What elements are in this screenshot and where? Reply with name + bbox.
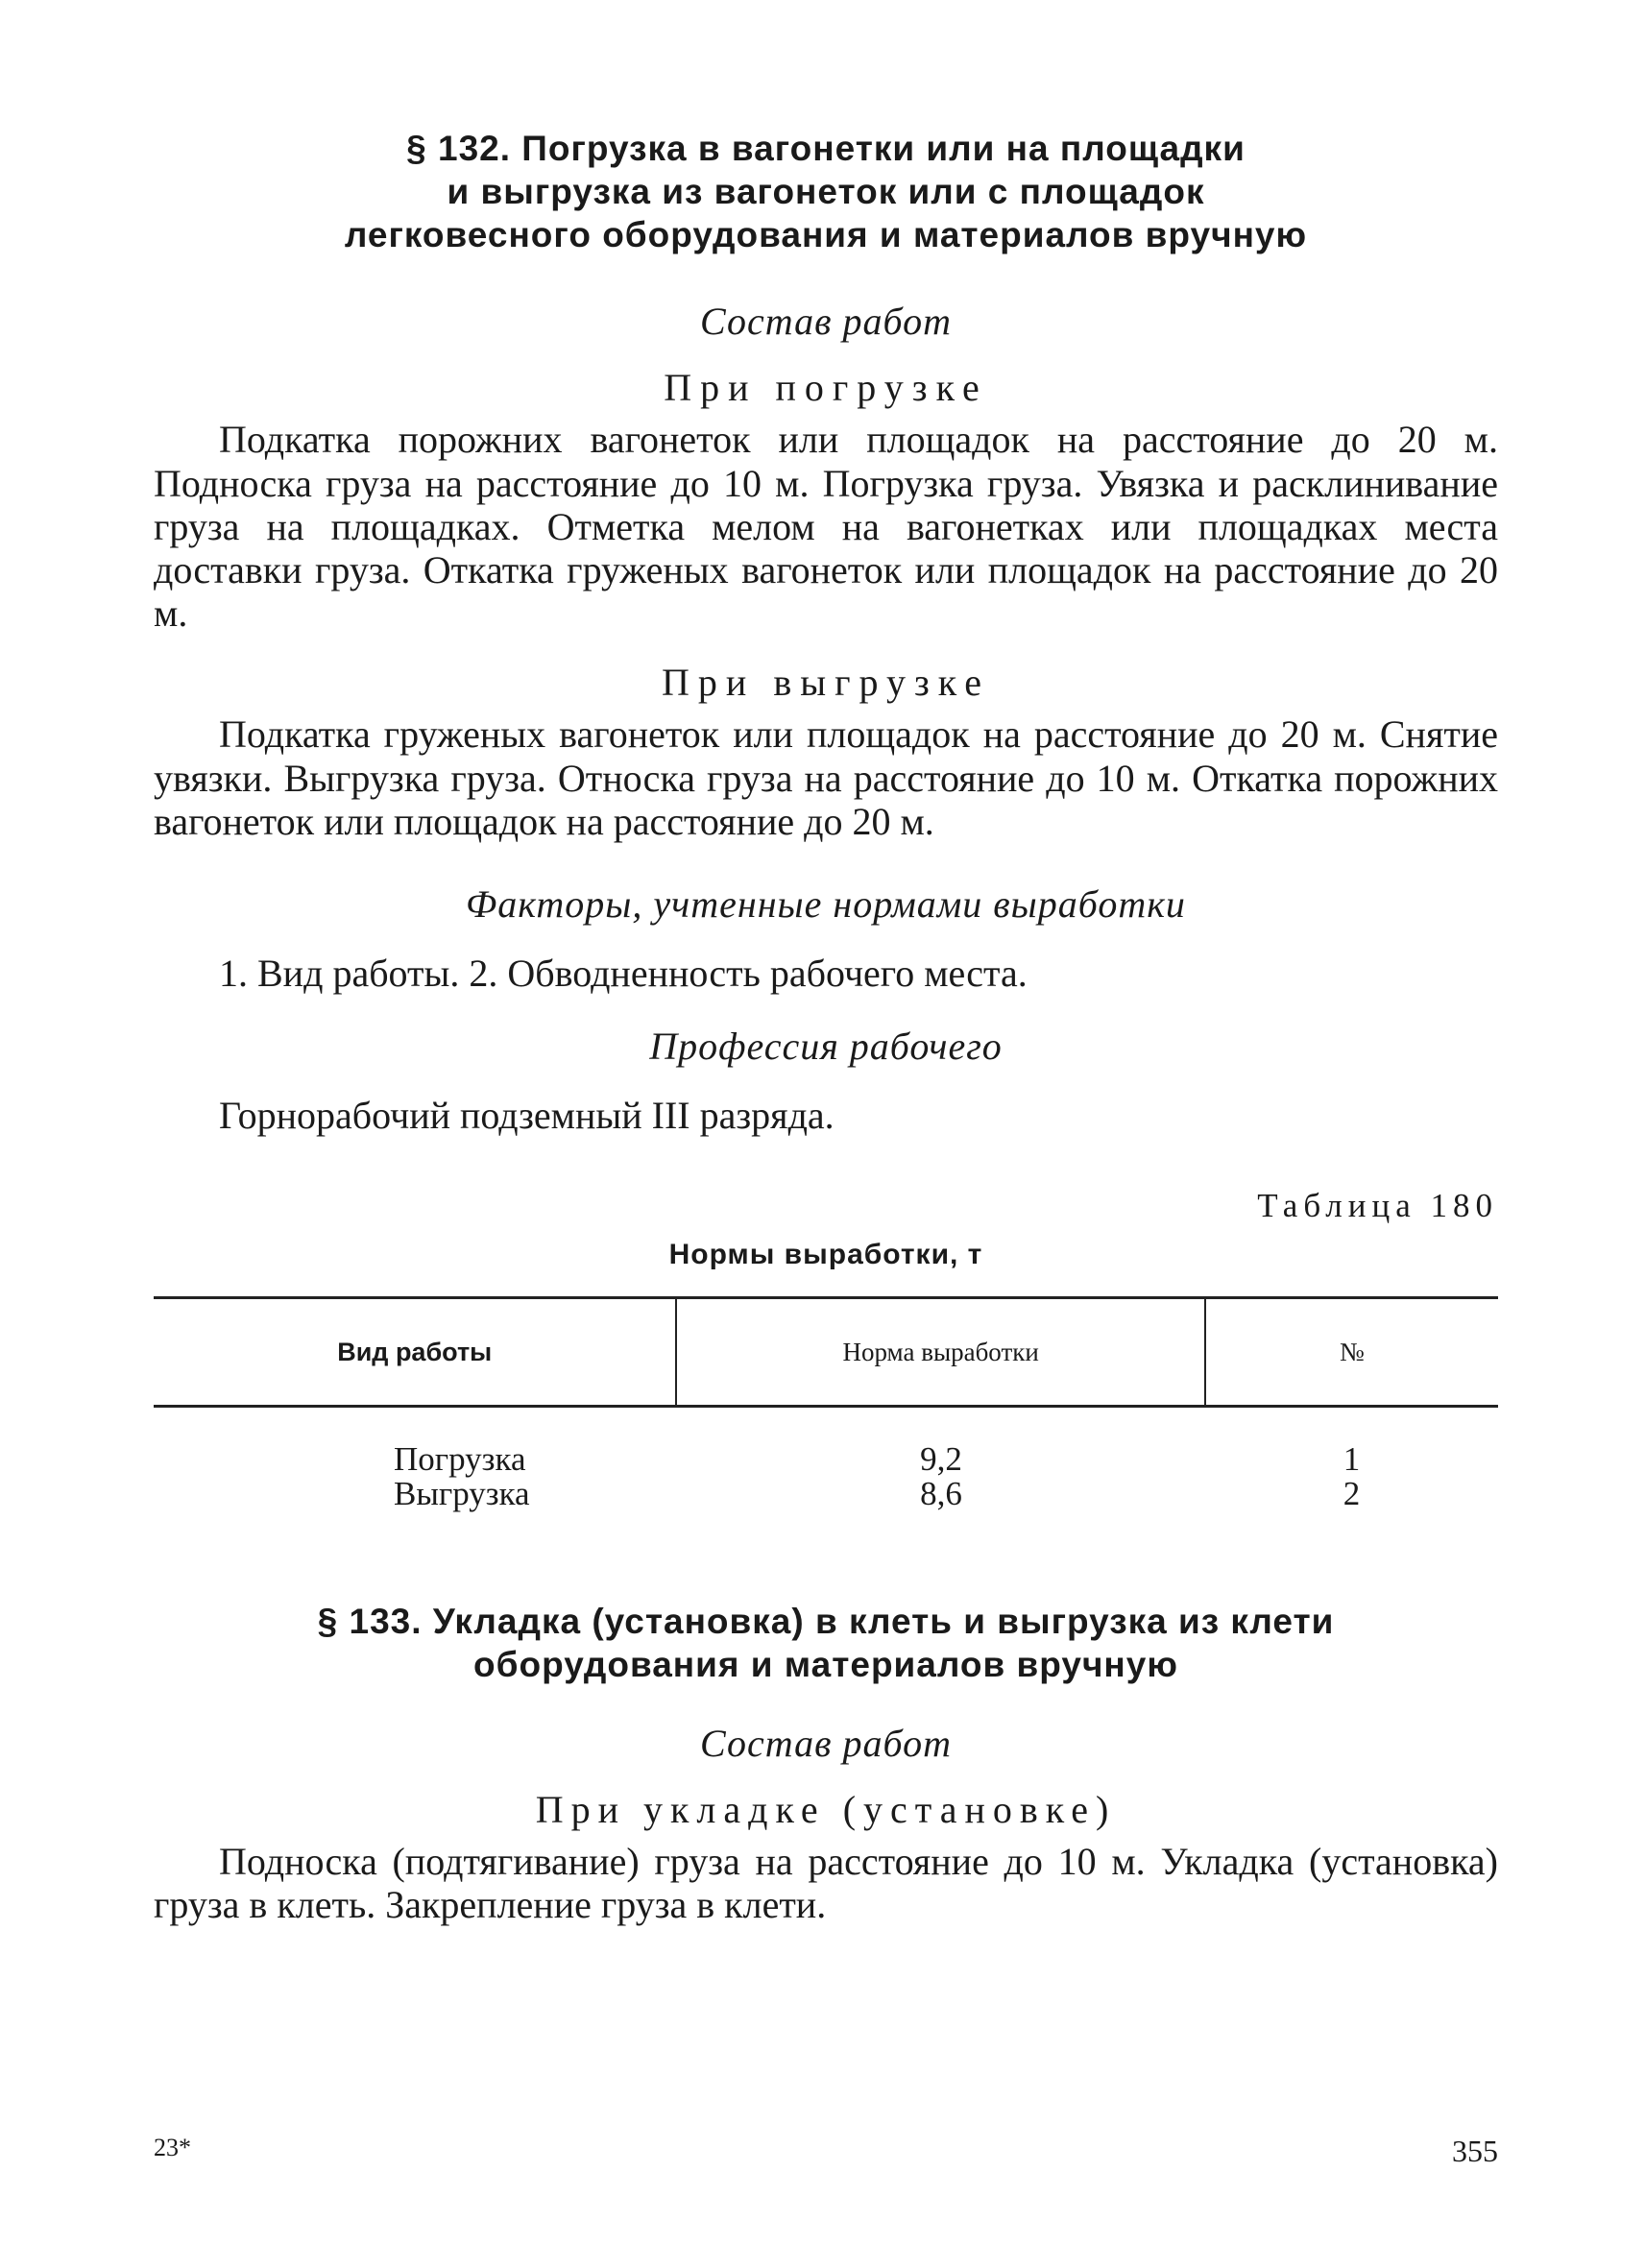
factors-heading: Факторы, учтенные нормами выработки (466, 881, 1186, 926)
section-132-title (154, 127, 1498, 256)
section-132-title-line: и выгрузка из вагонеток или с площадок (447, 172, 1205, 212)
profession-heading: Профессия рабочего (649, 1025, 1003, 1069)
page-footer (154, 2134, 1498, 2169)
signature-mark: 23* (154, 2134, 191, 2161)
header-number: № (1340, 1337, 1365, 1366)
section-133-title (154, 1600, 1498, 1686)
cell-number: 2 (1343, 1474, 1361, 1512)
section-132-title-line: § 132. Погрузка в вагонетки или на площадки (406, 129, 1246, 168)
work-composition-heading: Состав работ (700, 300, 952, 344)
section-133-title-line: оборудования и материалов вручную (473, 1644, 1178, 1684)
unloading-paragraph: Подкатка груженых вагонеток или площадок на расстояние до 20 м. Снятие увязки. Выгрузка груза. Относка груза на расстояние до 10 м. Откатка порожних вагонеток или площадок на расстояние до 20 м. (154, 712, 1498, 843)
cell-number: 1 (1343, 1440, 1361, 1479)
cell-norm: 8,6 (920, 1474, 962, 1512)
factors-text: 1. Вид работы. 2. Обводненность рабочего места. (219, 951, 1028, 995)
cell-work-type: Погрузка (394, 1440, 526, 1479)
table-number: Таблица 180 (1257, 1187, 1498, 1225)
table-row (154, 1474, 1498, 1512)
cell-work-type: Выгрузка (394, 1474, 530, 1512)
loading-heading: При погрузке (664, 366, 988, 410)
page-number: 355 (1452, 2134, 1498, 2168)
table-header (154, 1296, 1498, 1408)
table-title: Нормы выработки, т (668, 1239, 983, 1271)
cell-norm: 9,2 (920, 1440, 962, 1479)
header-work-type: Вид работы (337, 1337, 493, 1366)
profession-text: Горнорабочий подземный III разряда. (219, 1094, 835, 1138)
norms-table (154, 1296, 1498, 1510)
unloading-heading: При выгрузке (662, 661, 990, 705)
stacking-heading: При укладке (установке) (535, 1787, 1117, 1831)
stacking-paragraph: Подноска (подтягивание) груза на расстояние до 10 м. Укладка (установка) груза в клеть. Закрепление груза в клети. (154, 1839, 1498, 1927)
section-132-title-line: легковесного оборудования и материалов вручную (344, 215, 1308, 255)
header-norm: Норма выработки (675, 1299, 1205, 1405)
table-body (154, 1408, 1498, 1510)
table-row (154, 1442, 1498, 1477)
section-133-title-line: § 133. Укладка (установка) в клеть и выгрузка из клети (317, 1601, 1335, 1641)
work-composition-heading-133: Состав работ (700, 1721, 952, 1765)
page (154, 115, 1498, 1926)
loading-paragraph: Подкатка порожних вагонеток или площадок на расстояние до 20 м. Подноска груза на расстояние до 10 м. Погрузка груза. Увязка и расклинивание груза на площадках. Отметка мелом на вагонетках или площадках места доставки груза. Откатка груженых вагонеток или площадок на расстояние до 20 м. (154, 418, 1498, 636)
